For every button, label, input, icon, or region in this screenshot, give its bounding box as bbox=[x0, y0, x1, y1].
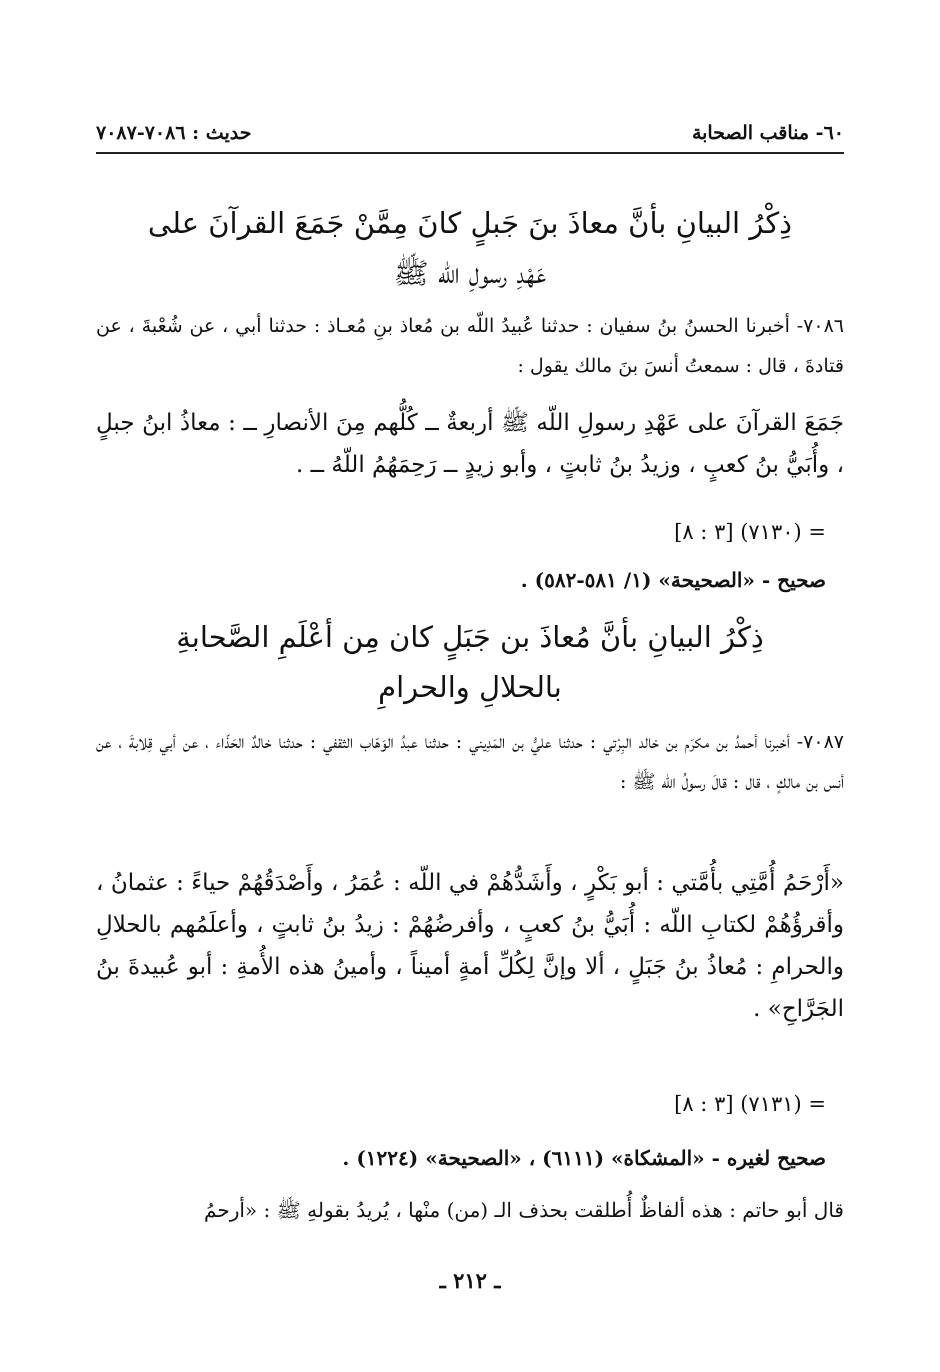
hadith-7087-grading: صحيح لغيره - «المشكاة» (٦١١١) ، «الصحيحة» (١٢٢٤) . bbox=[342, 1146, 826, 1170]
page-number: ـ ٢١٢ ـ bbox=[439, 1268, 501, 1293]
hadith-7086-reference: = (٧١٣٠) [٣ : ٨] bbox=[674, 520, 826, 544]
chapter-title: ٦٠- مناقب الصحابة bbox=[691, 122, 844, 144]
section-heading-2-line-2: بالحلالِ والحرامِ bbox=[378, 670, 562, 704]
hadith-range: حديث : ٧٠٨٦-٧٠٨٧ bbox=[96, 122, 252, 144]
hadith-7086-text: جَمَعَ القرآنَ على عَهْدِ رسولِ اللّه ﷺ أربعةٌ ــ كُلُّهم مِنَ الأنصارِ ــ : معاذُ ابنُ جبلٍ ، وأُبَيُّ بنُ كعبٍ ، وزيدُ بنُ ثابتٍ ، وأبو زيدٍ ــ رَحِمَهُمُ اللّهُ ــ . bbox=[96, 410, 844, 478]
hadith-7086-narration: ٧٠٨٦- أخبرنا الحسنُ بنُ سفيان : حدثنا عُبيدُ اللّه بن مُعاذ بنِ مُعـاذ : حدثنا أبي ، عن شُعْبةَ ، عن قتادةَ ، قال : سمعتُ أنسَ بنَ مالك يقول : bbox=[96, 315, 844, 377]
hadith-7087-reference: = (٧١٣١) [٣ : ٨] bbox=[674, 1092, 826, 1116]
section-heading-2 bbox=[96, 612, 844, 712]
header-divider bbox=[96, 152, 844, 154]
abu-hatim-note: قال أبو حاتم : هذه ألفاظٌ أُطلقت بحذف الـ (من) منْها ، يُريدُ بقولهِ ﷺ : «أرحمُ bbox=[204, 1198, 844, 1222]
hadith-7087-text: «أَرْحَمُ أُمَّتِي بأُمَّتي : أبو بَكْرٍ ، وأَشَدُّهُمْ في اللّه : عُمَرُ ، وأَصْدَقُهُمْ حياءً : عثمانُ ، وأقرؤُهُمْ لكتابِ اللّه : أُبَيُّ بنُ كعبٍ ، وأفرضُهُمْ : زيدُ بنُ ثابتٍ ، وأعلَمُهم بالحلالِ والحرامِ : مُعاذُ بنُ جَبَلٍ ، ألا وإنَّ لِكُلِّ أمةٍ أميناً ، وأمينُ هذه الأُمةِ : أبو عُبيدةَ بنُ الجَرَّاحِ» . bbox=[96, 870, 844, 1022]
hadith-7087-narration: ٧٠٨٧- أخبرنا أحمدُ بن مكرَم بن خالد البِرْتي : حدثنا عليُّ بن المَدِيني : حدثنا عبدُ الوَهّاب الثقفي : حدثنا خالدٌ الحَذّاء ، عن أبي قِلابةَ ، عن أنس بن مالكٍ ، قال : قالَ رسولُ اللّه ﷺ : bbox=[96, 731, 844, 793]
section-heading-1 bbox=[96, 198, 844, 298]
section-heading-1-line-2: عَهْدِ رسولِ اللّه ﷺ bbox=[393, 256, 547, 290]
section-heading-2-line-1: ذِكْرُ البيانِ بأنَّ مُعاذَ بن جَبَلٍ كان مِن أعْلَمِ الصَّحابةِ bbox=[176, 620, 764, 654]
hadith-7086-grading: صحيح - «الصحيحة» (١/ ٥٨١-٥٨٢) . bbox=[520, 568, 826, 592]
section-heading-1-line-1: ذِكْرُ البيانِ بأنَّ معاذَ بنَ جَبلٍ كانَ مِمَّنْ جَمَعَ القرآنَ على bbox=[147, 206, 793, 240]
running-header bbox=[96, 118, 844, 148]
